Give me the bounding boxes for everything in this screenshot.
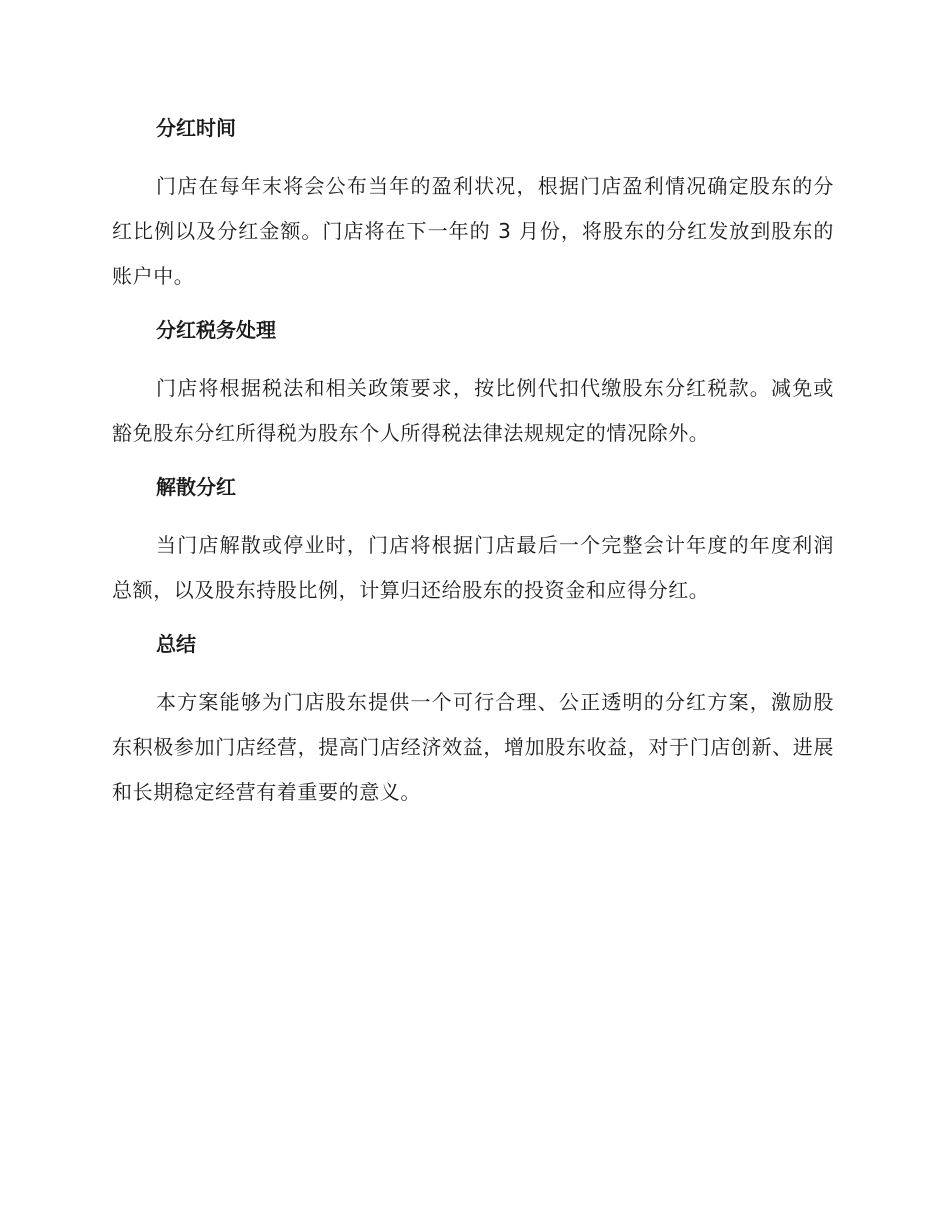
section-paragraph: 门店将根据税法和相关政策要求，按比例代扣代缴股东分红税款。减免或豁免股东分红所得税为股东个人所得税法律法规规定的情况除外。 <box>112 376 834 445</box>
section-heading: 分红税务处理 <box>156 318 276 342</box>
section-heading: 解散分红 <box>156 475 236 499</box>
document-page <box>112 112 834 830</box>
section-summary <box>112 628 834 815</box>
section-dividend-time <box>112 112 834 299</box>
section-paragraph: 当门店解散或停业时，门店将根据门店最后一个完整会计年度的年度利润总额，以及股东持股比例，计算归还给股东的投资金和应得分红。 <box>112 533 834 602</box>
section-paragraph: 门店在每年末将会公布当年的盈利状况，根据门店盈利情况确定股东的分红比例以及分红金额。门店将在下一年的 3 月份，将股东的分红发放到股东的账户中。 <box>112 174 834 288</box>
section-dividend-tax <box>112 314 834 456</box>
section-heading: 总结 <box>156 632 196 656</box>
section-heading: 分红时间 <box>156 116 236 140</box>
section-paragraph: 本方案能够为门店股东提供一个可行合理、公正透明的分红方案，激励股东积极参加门店经营，提高门店经济效益，增加股东收益，对于门店创新、进展和长期稳定经营有着重要的意义。 <box>112 690 834 804</box>
section-dissolution-dividend <box>112 471 834 613</box>
